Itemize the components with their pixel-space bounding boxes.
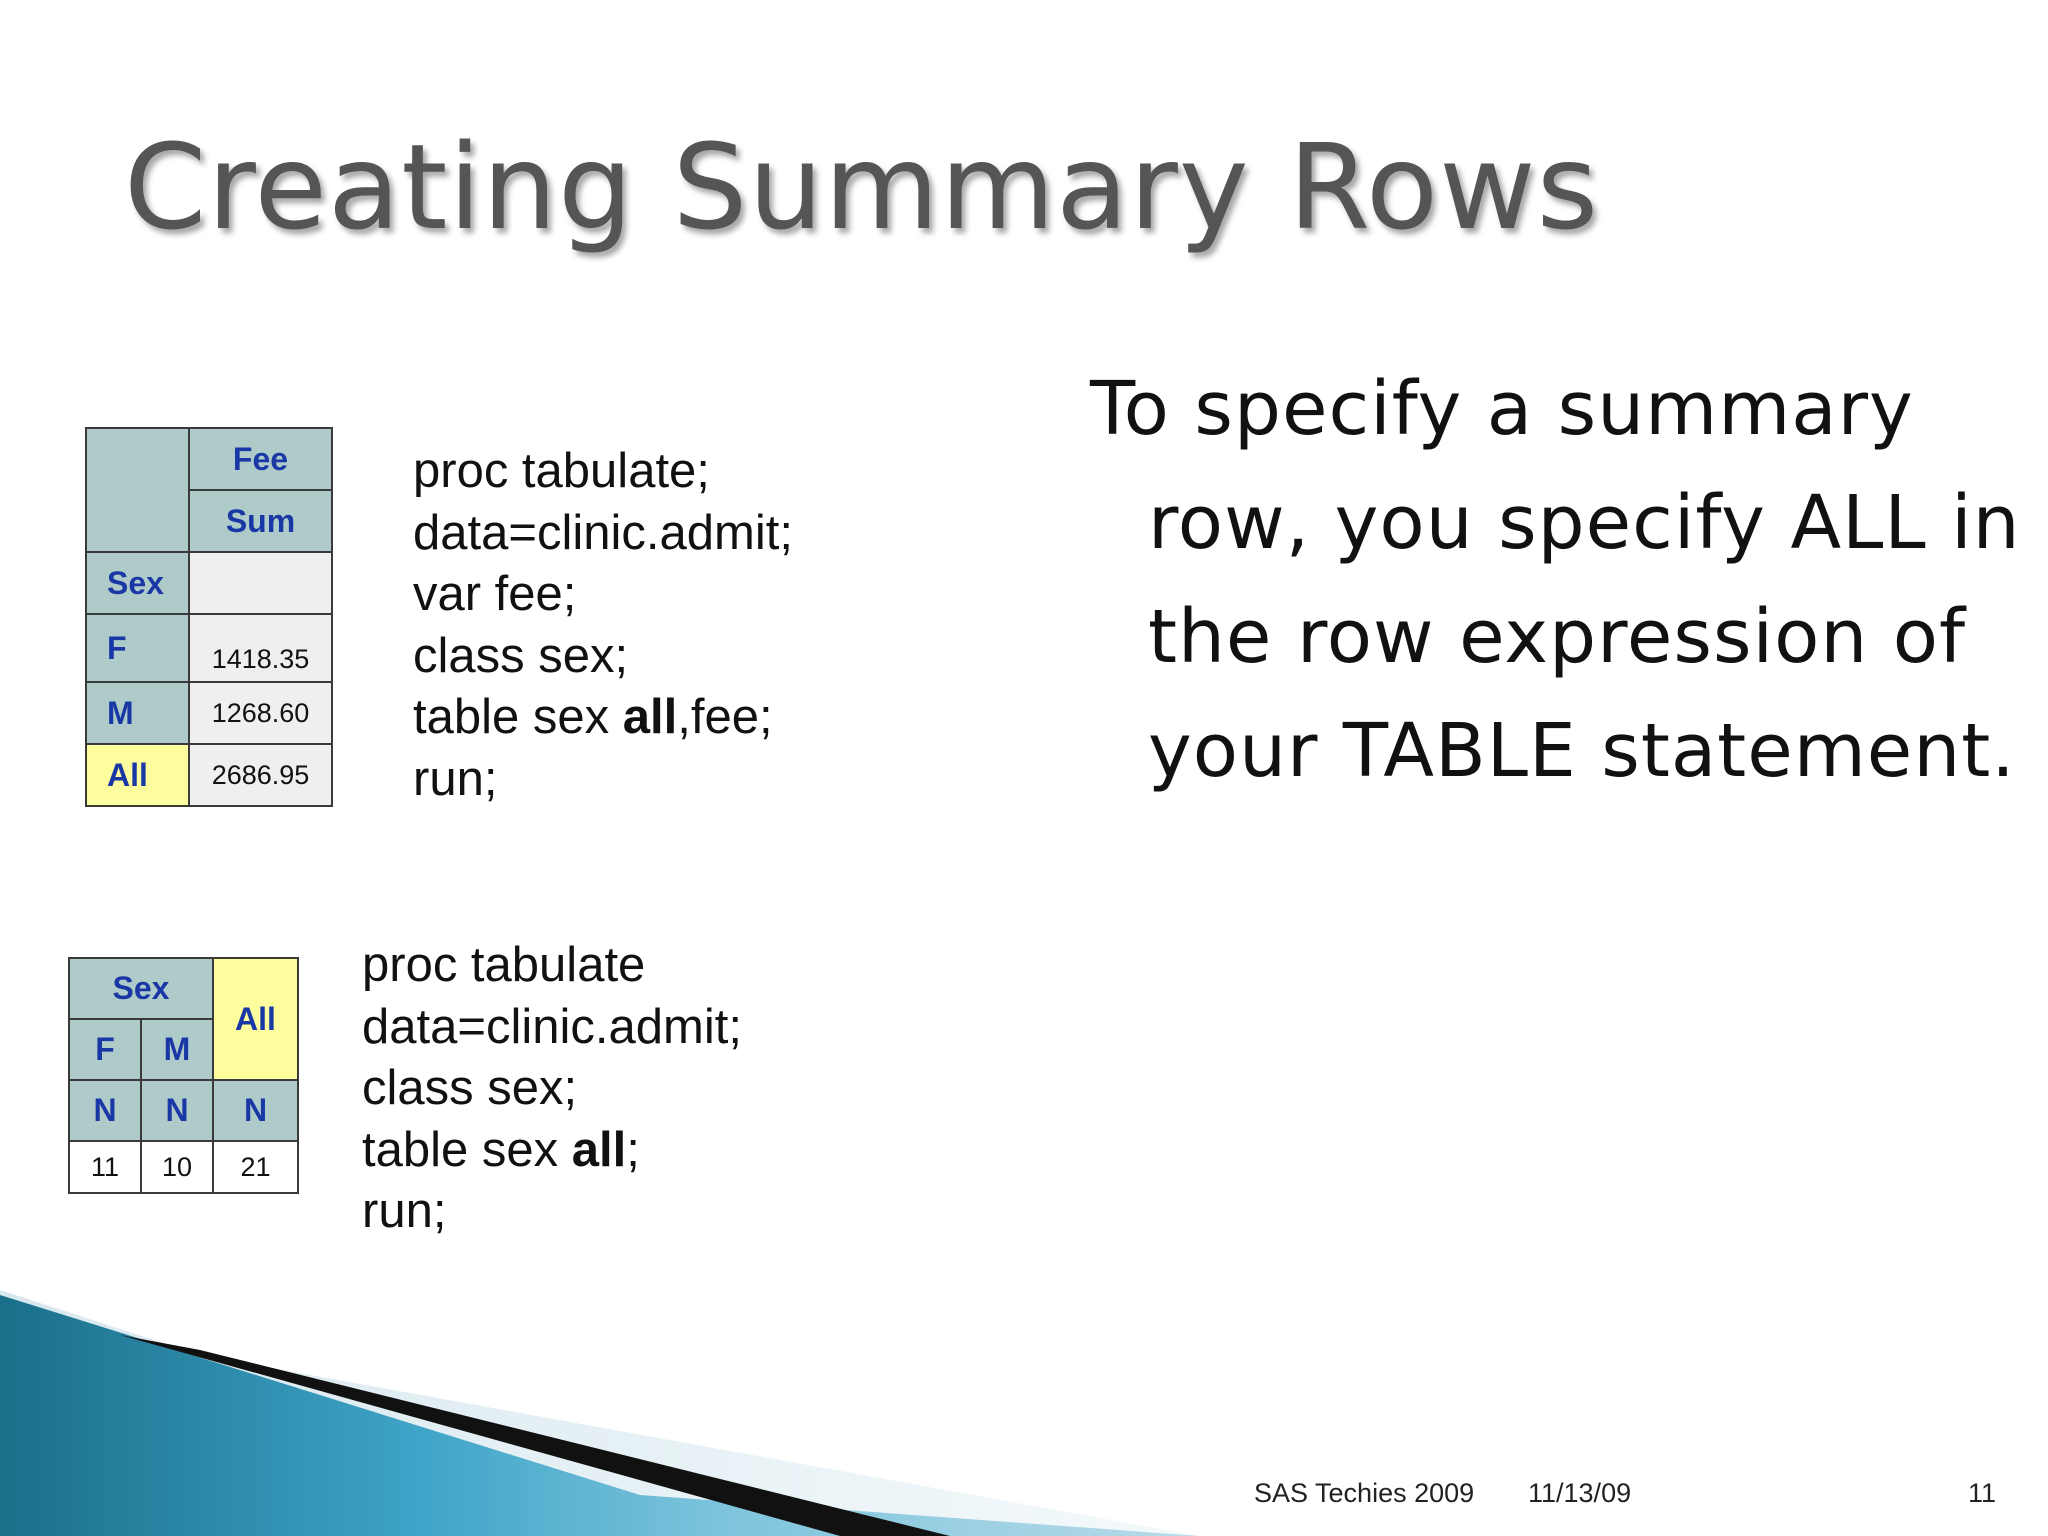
fee-header: Fee xyxy=(189,428,332,490)
m-header: M xyxy=(141,1019,213,1080)
code-keyword-all: all xyxy=(571,1122,627,1177)
code-block-1 xyxy=(413,441,793,810)
row-value-f: 1418.35 xyxy=(189,614,332,682)
code-line: proc tabulate xyxy=(362,938,646,992)
footer-page-number: 11 xyxy=(1968,1478,1997,1508)
code-text: ; xyxy=(626,1122,640,1177)
code-block-2 xyxy=(362,935,742,1243)
n-header-m: N xyxy=(141,1080,213,1141)
code-line: run; xyxy=(362,1184,447,1238)
count-f: 11 xyxy=(69,1141,141,1193)
footer-event: SAS Techies 2009 xyxy=(1254,1478,1475,1508)
count-m: 10 xyxy=(141,1141,213,1193)
code-line: class sex; xyxy=(362,1061,578,1115)
body-text: To specify a summary row, you specify ALL in the row expression of your TABLE statement. xyxy=(1090,366,2021,794)
row-label-f: F xyxy=(86,614,189,682)
code-line: proc tabulate; xyxy=(413,444,710,498)
code-text: ,fee; xyxy=(677,690,773,744)
n-header-all: N xyxy=(213,1080,298,1141)
f-header: F xyxy=(69,1019,141,1080)
code-text: table sex xyxy=(362,1122,572,1177)
count-all: 21 xyxy=(213,1141,298,1193)
row-value-m: 1268.60 xyxy=(189,682,332,744)
summary-table-fee xyxy=(85,427,333,807)
code-line: class sex; xyxy=(413,628,629,683)
row-label-m: M xyxy=(86,682,189,744)
slide-title: Creating Summary Rows xyxy=(124,118,1600,256)
corner-cell xyxy=(86,428,189,552)
n-header-f: N xyxy=(69,1080,141,1141)
sex-group-header: Sex xyxy=(69,958,213,1019)
code-text: table sex xyxy=(413,690,623,744)
sex-row-header: Sex xyxy=(86,552,189,614)
empty-cell xyxy=(189,552,332,614)
code-line: var fee; xyxy=(413,567,577,621)
code-keyword-all: all xyxy=(622,690,678,744)
all-header: All xyxy=(213,958,298,1080)
decorative-swoosh xyxy=(0,1250,2048,1536)
footer-date: 11/13/09 xyxy=(1528,1478,1632,1508)
code-line: run; xyxy=(413,751,498,806)
row-label-all: All xyxy=(86,744,189,806)
code-line-table xyxy=(413,687,793,749)
code-line: data=clinic.admit; xyxy=(413,505,793,560)
code-line: data=clinic.admit; xyxy=(362,999,742,1054)
code-line-table xyxy=(362,1120,742,1182)
row-value-all: 2686.95 xyxy=(189,744,332,806)
sum-header: Sum xyxy=(189,490,332,552)
summary-table-count xyxy=(68,957,299,1194)
